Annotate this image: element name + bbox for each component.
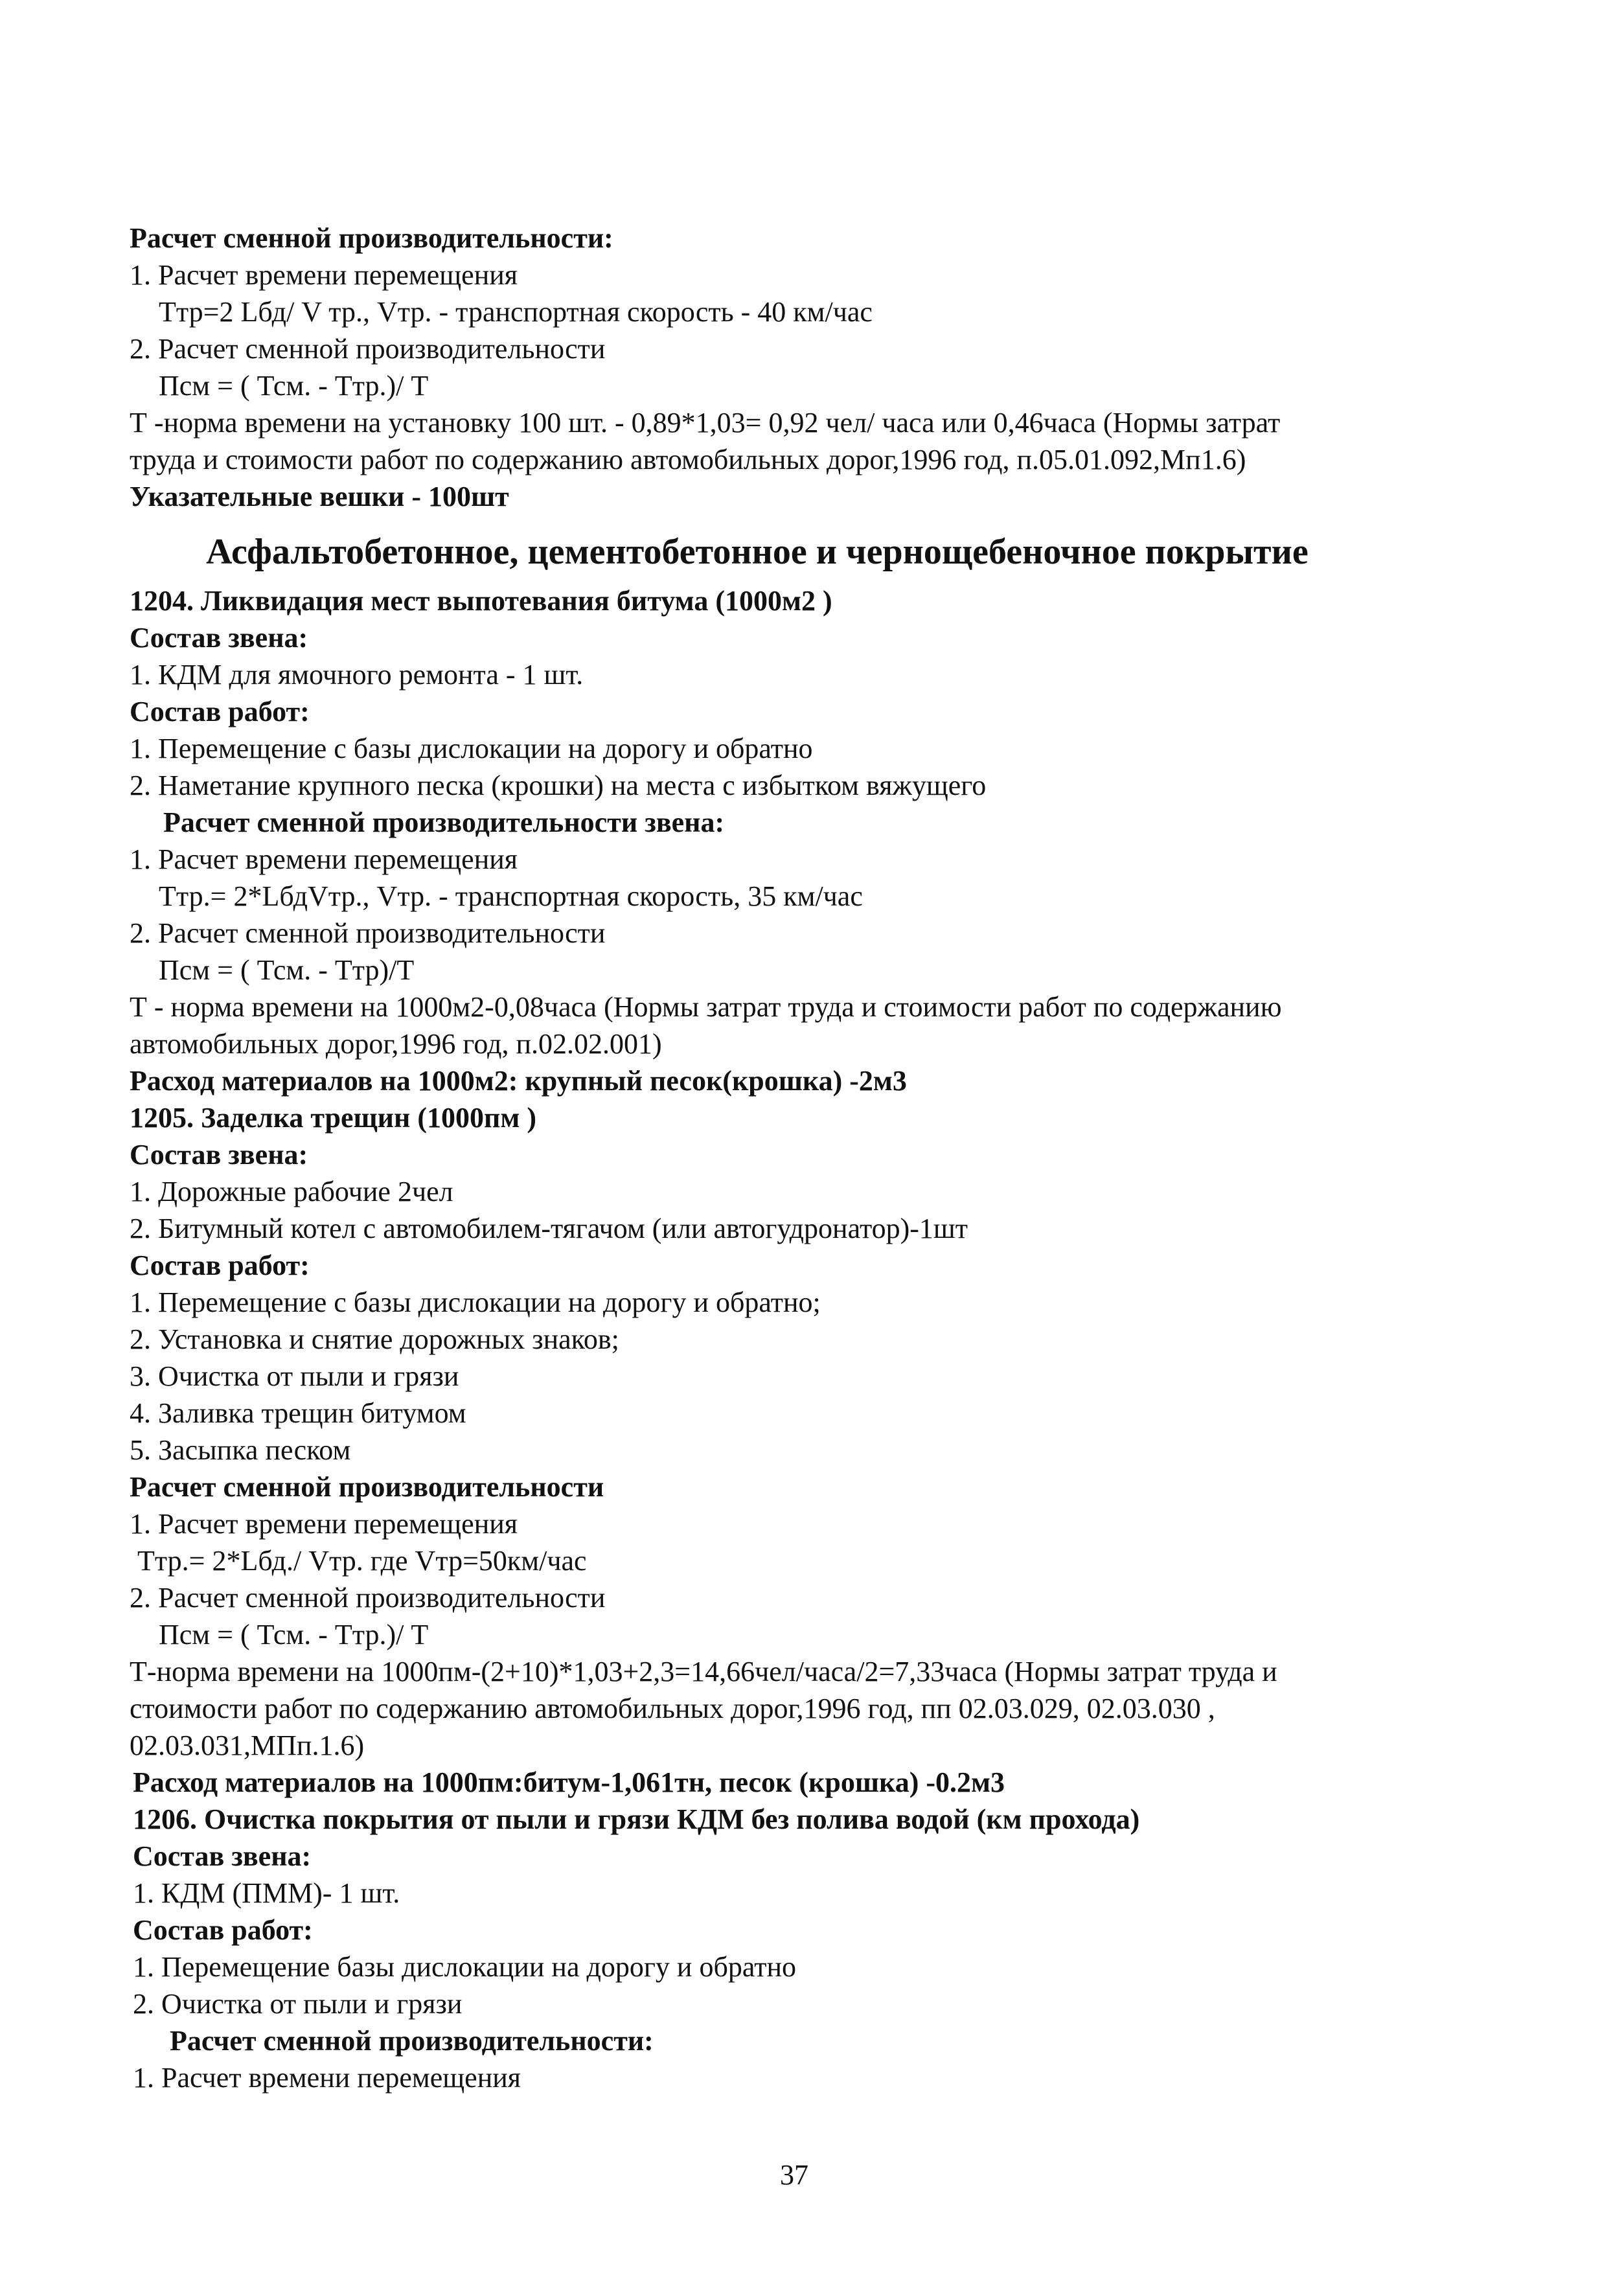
list-item: 5. Засыпка песком <box>130 1434 351 1466</box>
materials-line: Расход материалов на 1000м2: крупный песок(крошка) -2м3 <box>130 1065 907 1097</box>
list-item: 2. Расчет сменной производительности <box>130 917 606 949</box>
subheading: Расчет сменной производительности: <box>170 2025 654 2057</box>
list-item: 1. Расчет времени перемещения <box>130 259 518 291</box>
list-item: 1. Расчет времени перемещения <box>133 2062 521 2094</box>
item-heading-1205: 1205. Заделка трещин (1000пм ) <box>130 1102 537 1134</box>
formula: Псм = ( Тсм. - Ттр)/Т <box>159 954 415 986</box>
list-item: 1. Перемещение с базы дислокации на дорогу и обратно <box>130 733 813 764</box>
list-item: 2. Очистка от пыли и грязи <box>133 1988 463 2020</box>
list-item: 1. Расчет времени перемещения <box>130 1508 518 1540</box>
subheading: Состав работ: <box>133 1914 313 1946</box>
paragraph-line: труда и стоимости работ по содержанию автомобильных дорог,1996 год, п.05.01.092,Мп1.6) <box>130 444 1246 475</box>
list-item: 1. КДМ для ямочного ремонта - 1 шт. <box>130 659 584 691</box>
item-heading-1206: 1206. Очистка покрытия от пыли и грязи КДМ без полива водой (км прохода) <box>133 1803 1140 1835</box>
subheading: Расчет сменной производительности <box>130 1471 604 1503</box>
page-number: 37 <box>780 2159 808 2191</box>
paragraph-line: Т - норма времени на 1000м2-0,08часа (Нормы затрат труда и стоимости работ по содержанию <box>130 991 1282 1023</box>
formula: Ттр=2 Lбд/ V тр., Vтр. - транспортная скорость - 40 км/час <box>159 296 873 328</box>
subheading: Состав звена: <box>130 1139 308 1171</box>
formula: Псм = ( Тсм. - Ттр.)/ Т <box>159 370 429 402</box>
paragraph-line: 02.03.031,МПп.1.6) <box>130 1730 365 1761</box>
list-item: 1. КДМ (ПММ)- 1 шт. <box>133 1877 400 1909</box>
paragraph-line: автомобильных дорог,1996 год, п.02.02.001) <box>130 1028 662 1060</box>
formula: Ттр.= 2*LбдVтр., Vтр. - транспортная скорость, 35 км/час <box>159 880 863 912</box>
list-item: 2. Расчет сменной производительности <box>130 1582 606 1614</box>
paragraph-line: Т-норма времени на 1000пм-(2+10)*1,03+2,3=14,66чел/часа/2=7,33часа (Нормы затрат труда и <box>130 1656 1277 1687</box>
paragraph-line: Т -норма времени на установку 100 шт. - 0,89*1,03= 0,92 чел/ часа или 0,46часа (Нормы затрат <box>130 407 1281 439</box>
subheading: Состав звена: <box>130 622 308 654</box>
list-item: 2. Установка и снятие дорожных знаков; <box>130 1323 619 1355</box>
subheading: Состав работ: <box>130 696 310 727</box>
formula: Ттр.= 2*Lбд./ Vтр. где Vтр=50км/час <box>137 1545 587 1577</box>
list-item: 2. Расчет сменной производительности <box>130 333 606 365</box>
subheading: Расчет сменной производительности звена: <box>163 806 725 838</box>
list-item: 1. Дорожные рабочие 2чел <box>130 1176 453 1207</box>
list-item: 1. Расчет времени перемещения <box>130 843 518 875</box>
list-item: 1. Перемещение с базы дислокации на дорогу и обратно; <box>130 1286 821 1318</box>
item-heading-1204: 1204. Ликвидация мест выпотевания битума (1000м2 ) <box>130 585 832 617</box>
formula: Псм = ( Тсм. - Ттр.)/ Т <box>159 1619 429 1650</box>
materials-line: Указательные вешки - 100шт <box>130 481 509 512</box>
list-item: 1. Перемещение базы дислокации на дорогу и обратно <box>133 1951 797 1983</box>
list-item: 2. Битумный котел с автомобилем-тягачом (или автогудронатор)-1шт <box>130 1213 968 1244</box>
subheading: Состав звена: <box>133 1840 312 1872</box>
materials-line: Расход материалов на 1000пм:битум-1,061тн, песок (крошка) -0.2м3 <box>133 1766 1005 1798</box>
subheading: Состав работ: <box>130 1250 310 1281</box>
section-title: Асфальтобетонное, цементобетонное и чернощебеночное покрытие <box>206 532 1309 572</box>
paragraph-line: стоимости работ по содержанию автомобильных дорог,1996 год, пп 02.03.029, 02.03.030 , <box>130 1693 1215 1724</box>
list-item: 3. Очистка от пыли и грязи <box>130 1360 459 1392</box>
list-item: 2. Наметание крупного песка (крошки) на места с избытком вяжущего <box>130 770 987 801</box>
section-heading: Расчет сменной производительности: <box>130 222 613 254</box>
list-item: 4. Заливка трещин битумом <box>130 1397 466 1429</box>
